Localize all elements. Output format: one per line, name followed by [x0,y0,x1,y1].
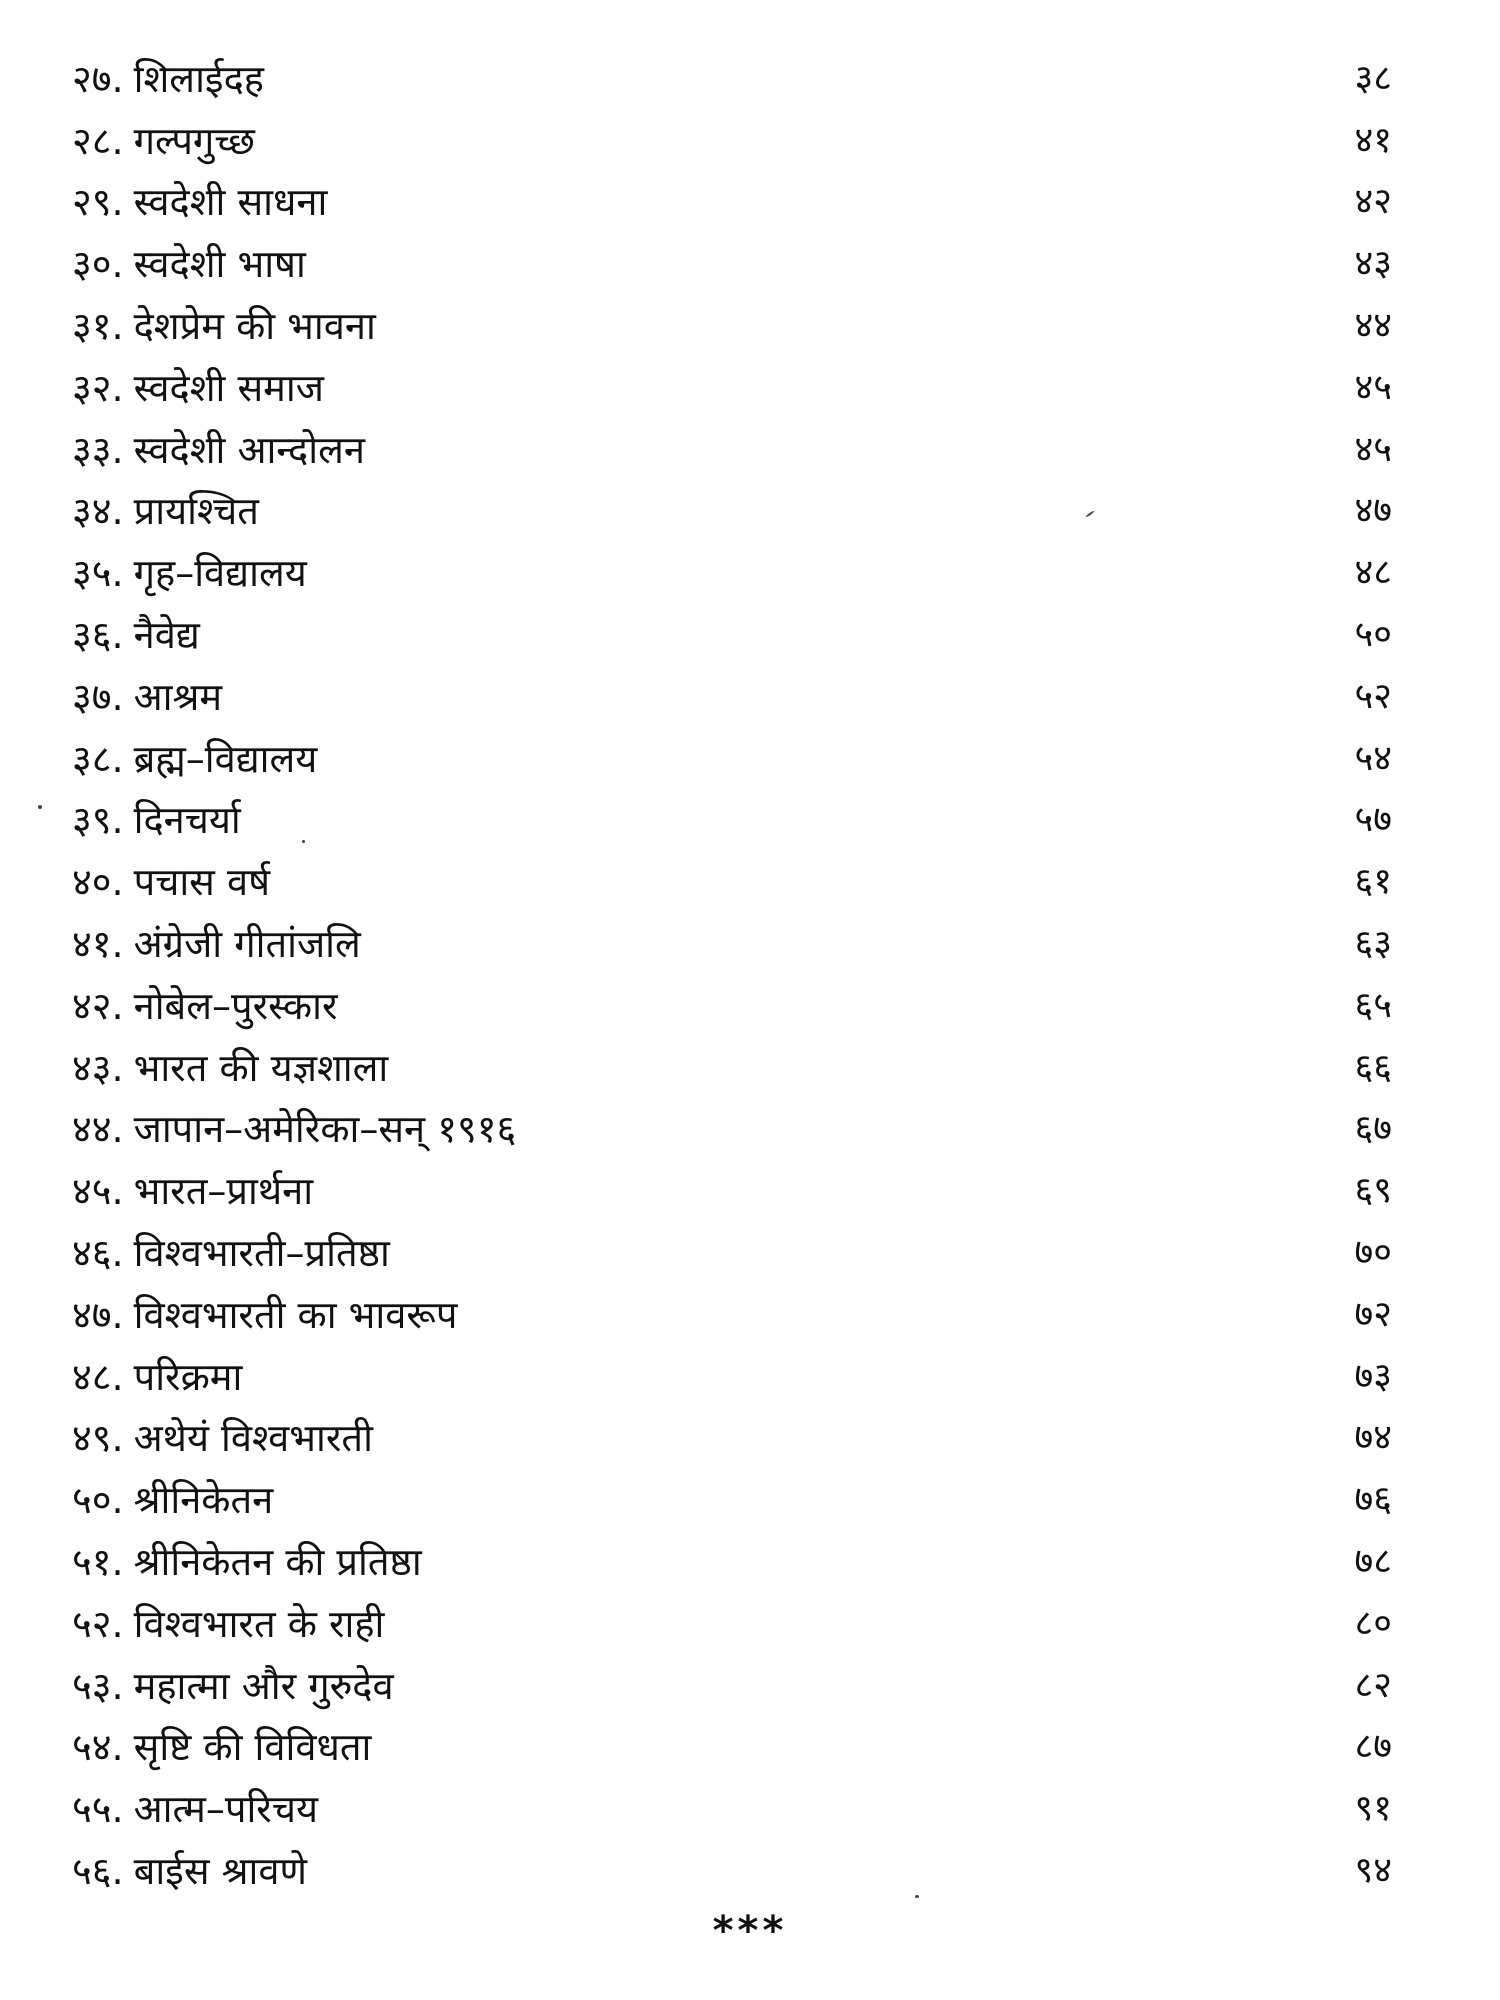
toc-entry [72,860,271,905]
toc-entry [72,1231,390,1276]
entry-page-number: ४७ [1354,490,1392,532]
entry-page-number: ४५ [1354,366,1392,408]
entry-number: ५२ [72,1601,112,1646]
toc-entry [72,736,318,781]
list-item [72,1778,1392,1840]
entry-number: २८ [72,118,112,163]
toc-entry [72,1540,422,1585]
entry-title: विश्वभारती–प्रतिष्ठा [133,1231,390,1276]
entry-title: सृष्टि की विविधता [133,1725,372,1770]
list-item [72,419,1392,481]
entry-separator: . [111,1416,124,1461]
entry-title: जापान–अमेरिका–सन् १९१६ [133,1107,517,1152]
entry-number: ४७ [72,1292,112,1337]
entry-page-number: ४८ [1354,552,1392,594]
entry-separator: . [111,613,124,658]
toc-entry [72,1725,372,1770]
entry-separator: . [111,427,124,472]
entry-title: आश्रम [133,674,223,719]
entry-separator: . [111,1787,124,1832]
entry-separator: . [111,1725,124,1770]
entry-separator: . [111,1045,124,1090]
entry-separator: . [111,1231,124,1276]
entry-title: स्वदेशी भाषा [133,242,306,287]
entry-separator: . [111,860,124,905]
entry-separator: . [111,983,124,1028]
entry-separator: . [111,674,124,719]
entry-page-number: ४४ [1354,305,1392,347]
entry-page-number: ४२ [1354,181,1392,223]
list-item [72,1160,1392,1222]
entry-title: पचास वर्ष [133,860,271,905]
entry-page-number: ४३ [1354,243,1392,285]
entry-title: महात्मा और गुरुदेव [133,1663,394,1708]
entry-title: भारत–प्रार्थना [133,1169,314,1214]
toc-entry [72,242,306,287]
entry-separator: . [111,1478,124,1523]
entry-separator: . [111,922,124,967]
entry-title: विश्वभारती का भावरूप [133,1292,458,1337]
toc-entry [72,1292,458,1337]
toc-entry [72,489,259,534]
toc-entry [72,1849,307,1893]
entry-separator: . [111,798,124,843]
entry-separator: . [111,242,124,287]
toc-entry [72,551,307,596]
entry-separator: . [111,1169,124,1214]
list-item [72,233,1392,295]
entry-title: नोबेल–पुरस्कार [133,983,338,1028]
list-item [72,1037,1392,1099]
entry-page-number: ६६ [1354,1046,1392,1088]
entry-number: ४० [72,860,112,905]
entry-page-number: ७० [1354,1232,1392,1274]
entry-separator: . [111,1601,124,1646]
entry-number: ५४ [72,1725,112,1770]
entry-number: ३२ [72,365,112,410]
entry-number: ४६ [72,1231,112,1276]
entry-page-number: ३८ [1354,57,1392,99]
entry-title: स्वदेशी साधना [133,180,328,225]
entry-title: भारत की यज्ञशाला [133,1045,389,1090]
entry-page-number: ६७ [1354,1108,1392,1150]
list-item [72,975,1392,1037]
toc-entry [72,983,338,1028]
entry-title: परिक्रमा [133,1354,243,1399]
toc-entry [72,1045,389,1090]
entry-number: ३६ [72,613,112,658]
scan-speck [38,805,42,809]
toc-entry [72,674,223,719]
entry-number: ४४ [72,1107,112,1152]
entry-separator: . [111,1849,124,1893]
entry-separator: . [111,489,124,534]
toc-entry [72,427,365,472]
entry-page-number: ८२ [1354,1664,1392,1706]
entry-page-number: ७३ [1354,1355,1392,1397]
entry-number: ३० [72,242,112,287]
entry-number: ३७ [72,674,112,719]
entry-number: ३३ [72,427,112,472]
list-item [72,1284,1392,1346]
table-of-contents [72,48,1392,1902]
toc-entry [72,1663,394,1708]
entry-page-number: ५२ [1354,675,1392,717]
entry-number: २७ [72,56,112,101]
list-item [72,1840,1392,1902]
toc-entry [72,1416,373,1461]
toc-entry [72,1601,385,1646]
entry-title: दिनचर्या [133,798,241,843]
entry-separator: . [111,180,124,225]
entry-title: अंग्रेजी गीतांजलि [133,922,361,967]
entry-title: श्रीनिकेतन [133,1478,274,1523]
toc-entry [72,798,241,843]
entry-separator: . [111,118,124,163]
end-mark: *** [712,1908,788,1954]
list-item [72,481,1392,543]
toc-entry [72,365,324,410]
entry-separator: . [111,1354,124,1399]
list-item [72,110,1392,172]
entry-separator: . [111,1107,124,1152]
entry-separator: . [111,736,124,781]
entry-number: ३१ [72,304,112,349]
scan-speck [915,1895,919,1898]
entry-number: ४५ [72,1169,112,1214]
entry-number: ५० [72,1478,112,1523]
entry-page-number: ६९ [1354,1170,1392,1212]
entry-title: विश्वभारत के राही [133,1601,385,1646]
list-item [72,913,1392,975]
entry-number: ५३ [72,1663,112,1708]
list-item [72,542,1392,604]
entry-page-number: ७४ [1354,1417,1392,1459]
entry-separator: . [111,365,124,410]
entry-number: ४९ [72,1416,112,1461]
entry-page-number: ६३ [1354,923,1392,965]
toc-entry [72,180,328,225]
entry-separator: . [111,56,124,101]
list-item [72,1717,1392,1779]
entry-number: २९ [72,180,112,225]
entry-page-number: ९१ [1354,1788,1392,1830]
entry-number: ४१ [72,922,112,967]
entry-number: ५१ [72,1540,112,1585]
entry-separator: . [111,551,124,596]
entry-title: प्रायश्चित [133,489,259,534]
list-item [72,728,1392,790]
entry-title: स्वदेशी आन्दोलन [133,427,365,472]
entry-title: स्वदेशी समाज [133,365,324,410]
list-item [72,1408,1392,1470]
list-item [72,295,1392,357]
list-item [72,1655,1392,1717]
toc-entry [72,1787,319,1832]
toc-entry [72,118,255,163]
entry-page-number: ८० [1354,1602,1392,1644]
entry-number: ४८ [72,1354,112,1399]
entry-title: आत्म–परिचय [133,1787,319,1832]
list-item [72,357,1392,419]
entry-separator: . [111,304,124,349]
list-item [72,1222,1392,1284]
entry-title: ब्रह्म–विद्यालय [133,736,318,781]
entry-page-number: ९४ [1354,1850,1392,1891]
scan-speck [302,840,305,843]
toc-entry [72,1169,314,1214]
entry-title: गृह–विद्यालय [133,551,307,596]
entry-page-number: ६१ [1354,861,1392,903]
list-item [72,604,1392,666]
entry-title: शिलाईदह [133,56,264,101]
entry-page-number: ४५ [1354,428,1392,470]
list-item [72,1346,1392,1408]
entry-title: गल्पगुच्छ [133,118,255,163]
entry-page-number: ७६ [1354,1479,1392,1521]
entry-title: देशप्रेम की भावना [133,304,376,349]
list-item [72,666,1392,728]
list-item [72,790,1392,852]
entry-number: ४२ [72,983,112,1028]
entry-separator: . [111,1663,124,1708]
list-item [72,1531,1392,1593]
entry-number: ४३ [72,1045,112,1090]
toc-entry [72,613,200,658]
entry-title: अथेयं विश्वभारती [133,1416,373,1461]
entry-number: ३५ [72,551,112,596]
entry-page-number: ५४ [1354,737,1392,779]
entry-number: ३८ [72,736,112,781]
entry-number: ५६ [72,1849,112,1893]
entry-page-number: ७२ [1354,1293,1392,1335]
list-item [72,851,1392,913]
toc-entry [72,56,264,101]
toc-entry [72,1107,517,1152]
list-item [72,1469,1392,1531]
toc-entry [72,304,376,349]
entry-number: ३९ [72,798,112,843]
list-item [72,172,1392,234]
list-item [72,48,1392,110]
entry-page-number: ५७ [1354,799,1392,841]
entry-title: श्रीनिकेतन की प्रतिष्ठा [133,1540,422,1585]
entry-number: ३४ [72,489,112,534]
entry-page-number: ८७ [1354,1726,1392,1768]
entry-page-number: ७८ [1354,1541,1392,1583]
entry-page-number: ५० [1354,614,1392,656]
entry-separator: . [111,1292,124,1337]
toc-entry [72,1354,243,1399]
entry-number: ५५ [72,1787,112,1832]
entry-separator: . [111,1540,124,1585]
toc-entry [72,922,361,967]
toc-entry [72,1478,274,1523]
entry-page-number: ४१ [1354,119,1392,161]
entry-title: नैवेद्य [133,613,200,658]
entry-page-number: ६५ [1354,984,1392,1026]
list-item [72,1099,1392,1161]
list-item [72,1593,1392,1655]
entry-title: बाईस श्रावणे [133,1849,307,1893]
